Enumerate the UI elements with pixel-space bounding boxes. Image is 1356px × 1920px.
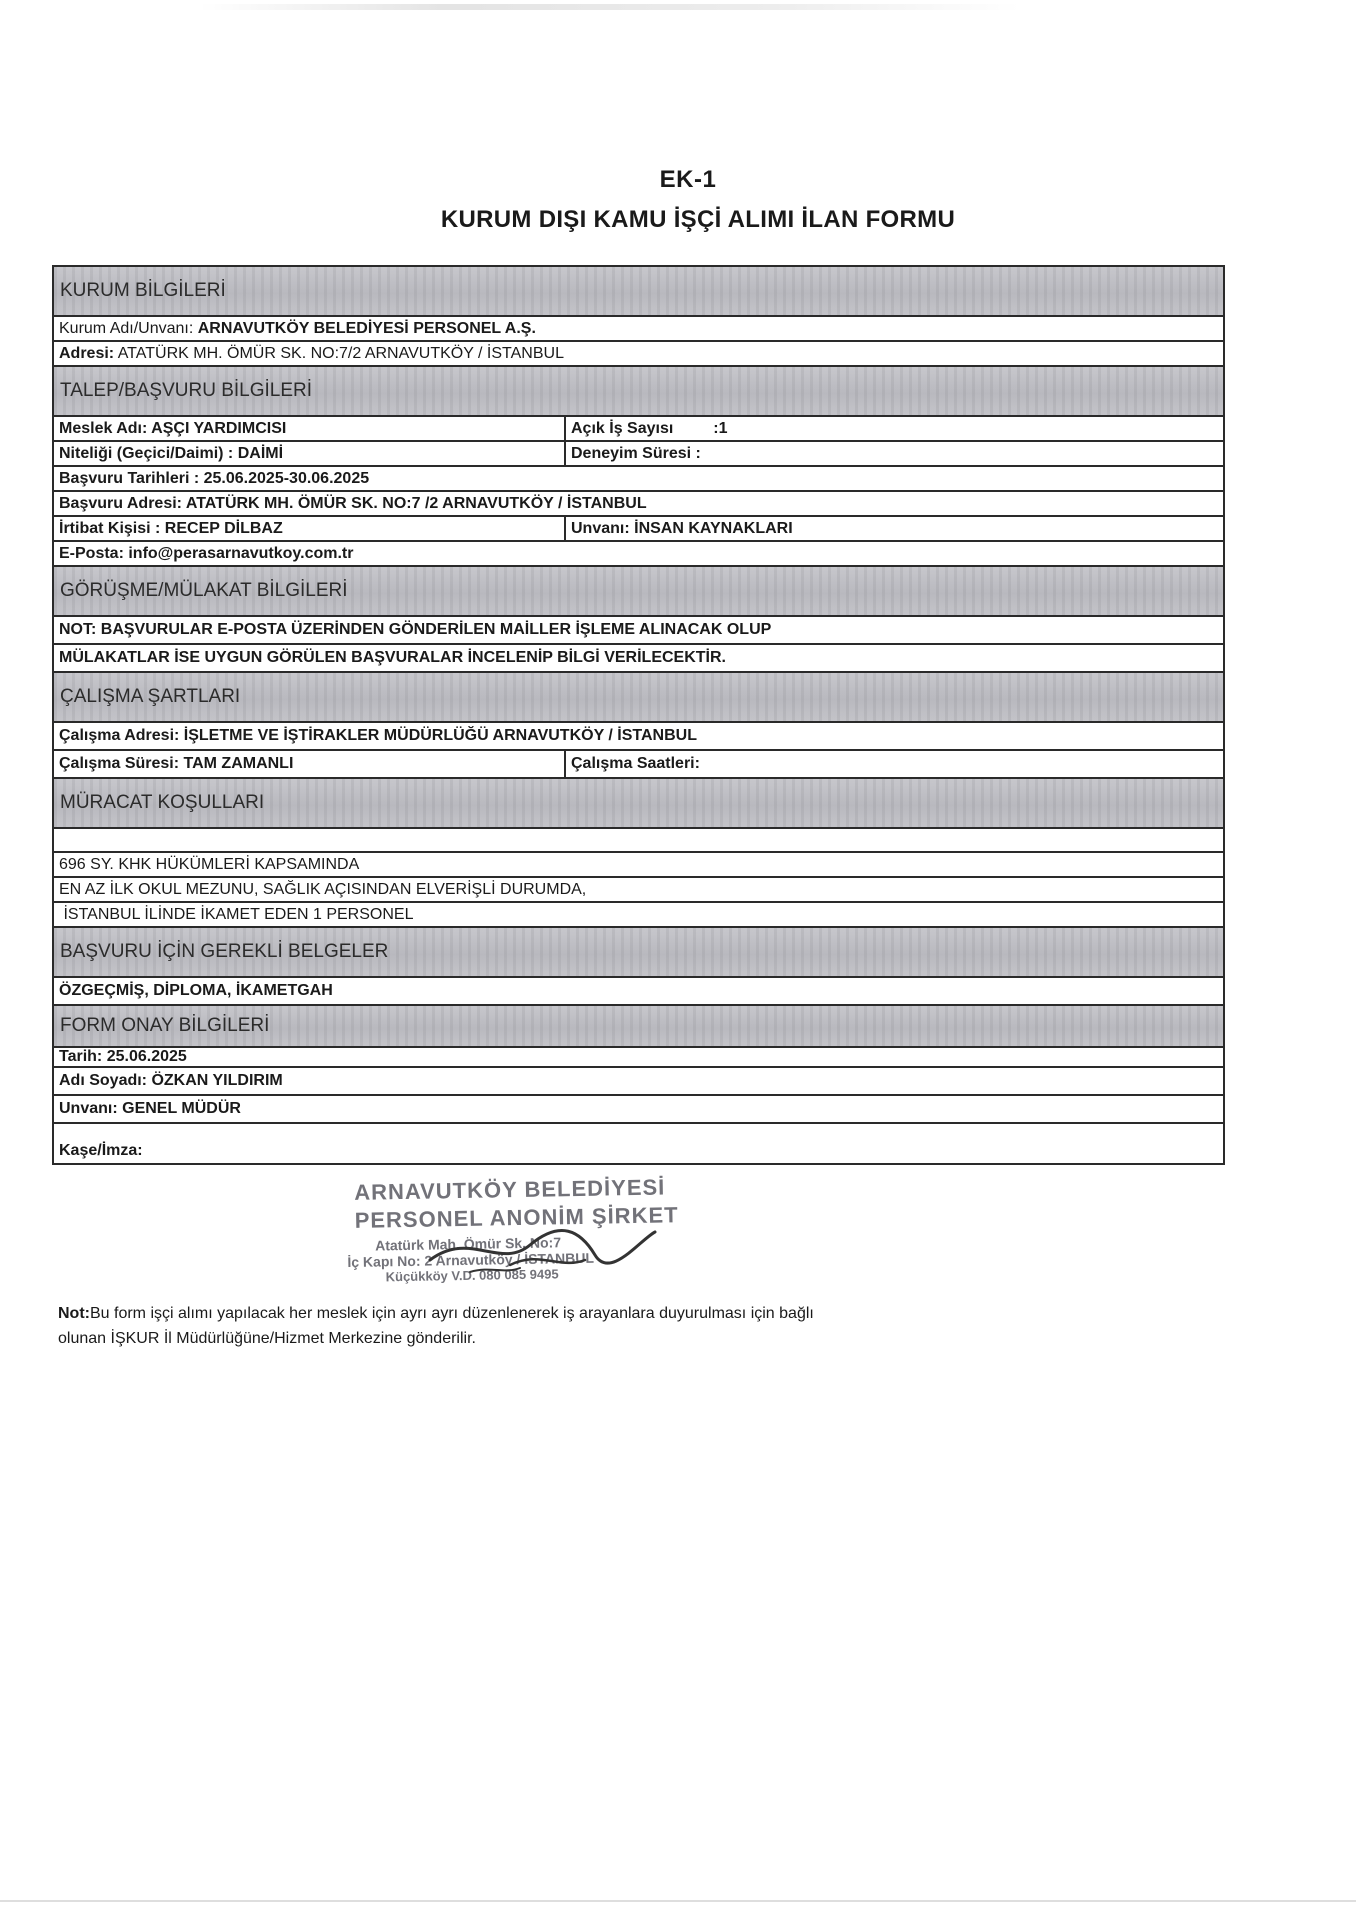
irtibat-unvan: Unvanı: İNSAN KAYNAKLARI <box>564 517 1223 540</box>
form-title: KURUM DIŞI KAMU İŞÇİ ALIMI İLAN FORMU <box>440 206 956 233</box>
acik-is-value: :1 <box>713 419 728 437</box>
row-basvuru-adresi <box>54 492 1223 517</box>
eposta: E-Posta: info@perasarnavutkoy.com.tr <box>59 544 354 562</box>
section-gorusme-mulakat <box>54 567 1223 617</box>
muracat-line-3: İSTANBUL İLİNDE İKAMET EDEN 1 PERSONEL <box>59 905 414 923</box>
row-adi-soyadi <box>54 1068 1223 1096</box>
row-onay-unvan <box>54 1096 1223 1124</box>
section-title: FORM ONAY BİLGİLERİ <box>60 1015 270 1036</box>
row-muracat-2 <box>54 878 1223 903</box>
row-gorusme-not-2 <box>54 645 1223 673</box>
row-calisma-adresi <box>54 723 1223 751</box>
adres-label: Adresi: <box>59 344 115 362</box>
row-kase-imza <box>54 1124 1223 1165</box>
muracat-line-2: EN AZ İLK OKUL MEZUNU, SAĞLIK AÇISINDAN ELVERİŞLİ DURUMDA, <box>59 880 587 898</box>
row-meslek <box>54 417 1223 442</box>
acik-is-label: Açık İş Sayısı <box>571 419 674 437</box>
kurum-adi-label: Kurum Adı/Unvanı: <box>59 319 194 337</box>
footer-note <box>58 1301 1258 1351</box>
calisma-saatleri: Çalışma Saatleri: <box>564 751 1223 777</box>
row-eposta <box>54 542 1223 567</box>
handwritten-signature <box>410 1210 670 1290</box>
section-kurum-bilgileri <box>54 267 1223 317</box>
section-title: MÜRACAT KOŞULLARI <box>60 792 265 813</box>
document-header <box>0 166 1356 234</box>
section-title: ÇALIŞMA ŞARTLARI <box>60 686 241 707</box>
row-calisma-suresi <box>54 751 1223 779</box>
basvuru-tarihleri: Başvuru Tarihleri : 25.06.2025-30.06.2025 <box>59 469 370 487</box>
gorusme-not-line-1: NOT: BAŞVURULAR E-POSTA ÜZERİNDEN GÖNDERİLEN MAİLLER İŞLEME ALINACAK OLUP <box>59 621 772 638</box>
row-belgeler <box>54 978 1223 1006</box>
section-muracat-kosullari <box>54 779 1223 829</box>
row-empty <box>54 829 1223 853</box>
row-kurum-adi <box>54 317 1223 342</box>
section-gerekli-belgeler <box>54 928 1223 978</box>
onay-tarih: Tarih: 25.06.2025 <box>59 1048 187 1065</box>
row-kurum-adresi <box>54 342 1223 367</box>
scan-artifact <box>200 4 1020 10</box>
adres-value: ATATÜRK MH. ÖMÜR SK. NO:7/2 ARNAVUTKÖY / İSTANBUL <box>117 344 564 362</box>
onay-adi-soyadi: Adı Soyadı: ÖZKAN YILDIRIM <box>59 1072 283 1089</box>
kase-imza-label: Kaşe/İmza: <box>59 1142 143 1159</box>
form-code: EK-1 <box>659 166 717 193</box>
meslek-adi: Meslek Adı: AŞÇI YARDIMCISI <box>59 419 287 437</box>
section-talep-basvuru <box>54 367 1223 417</box>
stamp-line-1: ARNAVUTKÖY BELEDİYESİ <box>353 1174 666 1205</box>
onay-unvan: Unvanı: GENEL MÜDÜR <box>59 1100 241 1117</box>
calisma-adresi: Çalışma Adresi: İŞLETME VE İŞTİRAKLER MÜDÜRLÜĞÜ ARNAVUTKÖY / İSTANBUL <box>59 727 697 744</box>
row-tarih <box>54 1048 1223 1068</box>
stamp-line-4: İç Kapı No: 2 Arnavutköy / İSTANBUL <box>347 1249 595 1271</box>
niteligi: Niteliği (Geçici/Daimi) : DAİMİ <box>59 444 284 462</box>
row-muracat-1 <box>54 853 1223 878</box>
section-title: KURUM BİLGİLERİ <box>60 280 226 301</box>
muracat-line-1: 696 SY. KHK HÜKÜMLERİ KAPSAMINDA <box>59 855 360 873</box>
scan-edge-line <box>0 1900 1356 1902</box>
section-title: GÖRÜŞME/MÜLAKAT BİLGİLERİ <box>60 580 348 601</box>
footer-note-line-2: olunan İŞKUR İl Müdürlüğüne/Hizmet Merkezine gönderilir. <box>58 1330 476 1347</box>
footer-note-line-1: Bu form işçi alımı yapılacak her meslek için ayrı ayrı düzenlenerek iş arayanlara duyurulması için bağlı <box>89 1305 814 1322</box>
company-stamp <box>347 1174 686 1300</box>
section-form-onay <box>54 1006 1223 1048</box>
application-form-table <box>52 265 1225 1165</box>
row-muracat-3 <box>54 903 1223 928</box>
deneyim-suresi: Deneyim Süresi : <box>564 442 1223 465</box>
kurum-adi-value: ARNAVUTKÖY BELEDİYESİ PERSONEL A.Ş. <box>197 319 536 337</box>
row-basvuru-tarihleri <box>54 467 1223 492</box>
gorusme-not-line-2: MÜLAKATLAR İSE UYGUN GÖRÜLEN BAŞVURALAR İNCELENİP BİLGİ VERİLECEKTİR. <box>59 649 726 666</box>
basvuru-adresi: Başvuru Adresi: ATATÜRK MH. ÖMÜR SK. NO:7 /2 ARNAVUTKÖY / İSTANBUL <box>59 494 647 512</box>
row-irtibat <box>54 517 1223 542</box>
stamp-line-3: Atatürk Mah. Ömür Sk. No:7 <box>374 1234 562 1254</box>
footer-note-label: Not: <box>58 1305 90 1322</box>
irtibat-kisisi: İrtibat Kişisi : RECEP DİLBAZ <box>59 519 283 537</box>
calisma-suresi: Çalışma Süresi: TAM ZAMANLI <box>59 755 294 772</box>
section-title: BAŞVURU İÇİN GEREKLİ BELGELER <box>60 941 389 962</box>
stamp-line-2: PERSONEL ANONİM ŞİRKET <box>354 1202 679 1233</box>
gerekli-belgeler: ÖZGEÇMİŞ, DİPLOMA, İKAMETGAH <box>59 982 333 999</box>
row-niteligi <box>54 442 1223 467</box>
row-gorusme-not-1 <box>54 617 1223 645</box>
section-title: TALEP/BAŞVURU BİLGİLERİ <box>60 380 313 401</box>
section-calisma-sartlari <box>54 673 1223 723</box>
stamp-line-5: Küçükköy V.D. 080 085 9495 <box>385 1266 559 1285</box>
